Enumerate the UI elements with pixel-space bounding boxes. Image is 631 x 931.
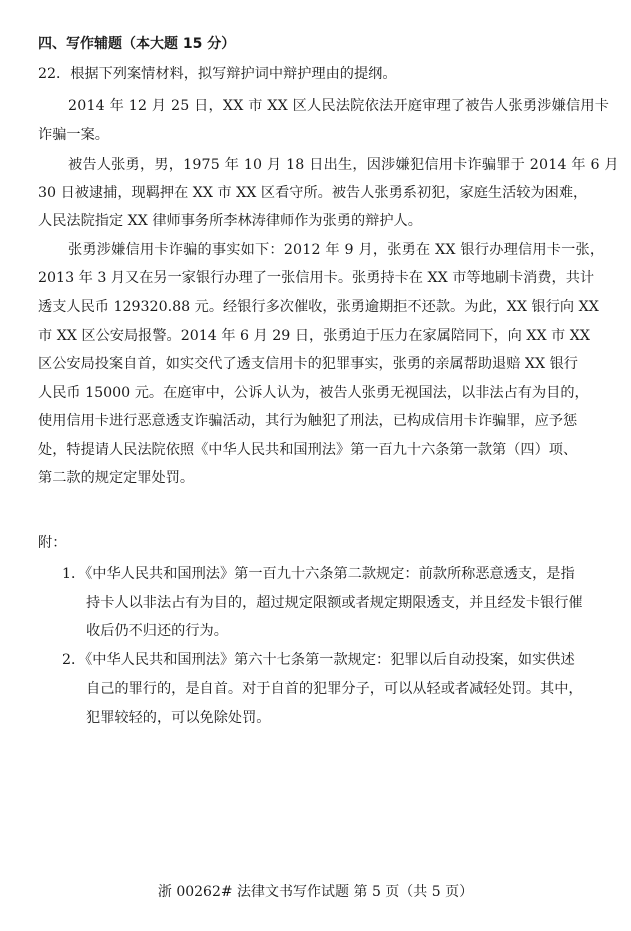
appendix-item-1-line-1: 1．《中华人民共和国刑法》第一百九十六条第二款规定：前款所称恶意透支，是指: [62, 566, 575, 582]
paragraph-2-line-3: 人民法院指定 XX 律师事务所李林涛律师作为张勇的辩护人。: [38, 213, 422, 229]
paragraph-3-line-7: 使用信用卡进行恶意透支诈骗活动，其行为触犯了刑法，已构成信用卡诈骗罪，应予惩: [38, 413, 578, 429]
paragraph-3-line-5: 区公安局投案自首，如实交代了透支信用卡的犯罪事实，张勇的亲属帮助退赔 XX 银行: [38, 356, 578, 372]
paragraph-3-line-8: 处，特提请人民法院依照《中华人民共和国刑法》第一百九十六条第一款第（四）项、: [38, 442, 578, 458]
question-prompt: 22．根据下列案情材料，拟写辩护词中辩护理由的提纲。: [38, 66, 397, 82]
paragraph-3-line-1: 张勇涉嫌信用卡诈骗的事实如下：2012 年 9 月，张勇在 XX 银行办理信用卡一张，: [68, 242, 605, 258]
appendix-item-2-line-2: 自己的罪行的，是自首。对于自首的犯罪分子，可以从轻或者减轻处罚。其中，: [86, 681, 583, 697]
paragraph-3-line-2: 2013 年 3 月又在另一家银行办理了一张信用卡。张勇持卡在 XX 市等地刷卡消费，共计: [38, 270, 595, 286]
page-footer: 浙 00262# 法律文书写作试题 第 5 页（共 5 页）: [157, 884, 474, 900]
paragraph-1-line-2: 诈骗一案。: [38, 127, 109, 143]
paragraph-2-line-2: 30 日被逮捕，现羁押在 XX 市 XX 区看守所。被告人张勇系初犯，家庭生活较为困难，: [38, 185, 588, 201]
appendix-item-1-line-3: 收后仍不归还的行为。: [86, 623, 228, 639]
paragraph-1-line-1: 2014 年 12 月 25 日，XX 市 XX 区人民法院依法开庭审理了被告人张勇涉嫌信用卡: [68, 98, 610, 114]
paragraph-3-line-6: 人民币 15000 元。在庭审中，公诉人认为，被告人张勇无视国法，以非法占有为目的，: [38, 385, 589, 401]
paragraph-3-line-9: 第二款的规定定罪处罚。: [38, 470, 195, 486]
appendix-item-1-line-2: 持卡人以非法占有为目的，超过规定限额或者规定期限透支，并且经发卡银行催: [86, 595, 583, 611]
appendix-item-2-line-1: 2．《中华人民共和国刑法》第六十七条第一款规定：犯罪以后自动投案，如实供述: [62, 652, 575, 668]
paragraph-3-line-4: 市 XX 区公安局报警。2014 年 6 月 29 日，张勇迫于压力在家属陪同下，向 XX 市 XX: [38, 328, 590, 344]
paragraph-2-line-1: 被告人张勇，男，1975 年 10 月 18 日出生，因涉嫌犯信用卡诈骗罪于 2014 年 6 月: [68, 157, 619, 173]
appendix-label: 附：: [38, 535, 67, 551]
section-title: 四、写作辅题（本大题 15 分）: [38, 36, 236, 52]
paragraph-3-line-3: 透支人民币 129320.88 元。经银行多次催收，张勇逾期拒不还款。为此，XX 银行向 XX: [38, 299, 599, 315]
appendix-item-2-line-3: 犯罪较轻的，可以免除处罚。: [86, 710, 271, 726]
